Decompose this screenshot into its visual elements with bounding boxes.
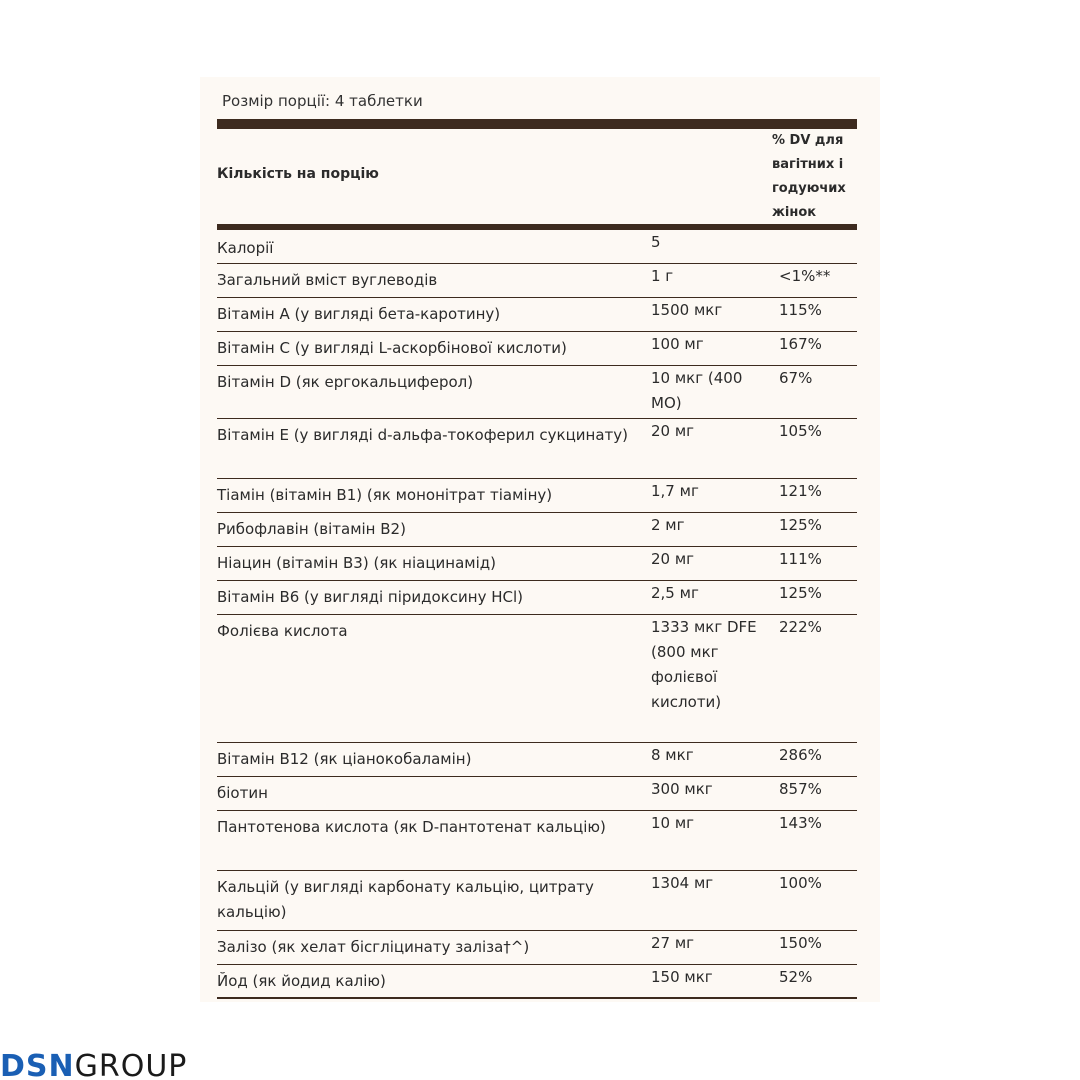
nutrient-amount: 10 мкг (400 МО): [651, 369, 743, 412]
nutrient-name: Калорії: [217, 239, 274, 257]
table-row: [217, 230, 857, 264]
table-row: [217, 777, 857, 811]
nutrient-amount: 300 мкг: [651, 780, 713, 798]
table-row: [217, 366, 857, 419]
nutrient-name: Ніацин (вітамін В3) (як ніацинамід): [217, 554, 497, 572]
nutrient-name: Вітамін В6 (у вигляді піридоксину HCl): [217, 588, 524, 606]
table-row: [217, 332, 857, 366]
nutrient-amount: 2,5 мг: [651, 584, 699, 602]
table-row: [217, 581, 857, 615]
table-row: [217, 965, 857, 999]
nutrient-name: Фолієва кислота: [217, 622, 348, 640]
table-row: [217, 513, 857, 547]
nutrient-dv: 150%: [779, 934, 822, 952]
nutrient-name: Залізо (як хелат бісгліцинату заліза†^): [217, 938, 530, 956]
nutrient-name: Пантотенова кислота (як D-пантотенат кальцію): [217, 818, 606, 836]
dv-header: % DV для вагітних і годуючих жінок: [772, 133, 846, 220]
nutrient-name: Вітамін В12 (як ціанокобаламін): [217, 750, 472, 768]
table-row: [217, 871, 857, 931]
table-row: [217, 547, 857, 581]
nutrient-name: Вітамін С (у вигляді L-аскорбінової кислоти): [217, 339, 567, 357]
nutrient-amount: 1500 мкг: [651, 301, 723, 319]
nutrient-table: [217, 230, 857, 999]
nutrient-dv: 286%: [779, 746, 822, 764]
nutrient-amount: 5: [651, 233, 661, 251]
table-row: [217, 743, 857, 777]
nutrient-name: Кальцій (у вигляді карбонату кальцію, цитрату кальцію): [217, 878, 594, 921]
nutrient-name: Вітамін D (як ергокальциферол): [217, 373, 474, 391]
table-header: [217, 129, 857, 224]
nutrient-dv: 121%: [779, 482, 822, 500]
nutrient-amount: 100 мг: [651, 335, 704, 353]
nutrient-dv: 857%: [779, 780, 822, 798]
nutrient-amount: 1,7 мг: [651, 482, 699, 500]
nutrient-name: Вітамін Е (у вигляді d-альфа-токоферил сукцинату): [217, 426, 628, 444]
nutrient-dv: 222%: [779, 618, 822, 636]
nutrient-dv: 115%: [779, 301, 822, 319]
header-divider-thick: [217, 119, 857, 129]
nutrient-dv: 52%: [779, 968, 813, 986]
nutrient-amount: 1333 мкг DFE (800 мкг фолієвої кислоти): [651, 618, 757, 711]
nutrient-amount: 10 мг: [651, 814, 695, 832]
table-row: [217, 264, 857, 298]
nutrient-name: Загальний вміст вуглеводів: [217, 271, 438, 289]
amount-per-serving-label: Кількість на порцію: [217, 166, 379, 182]
table-row: [217, 298, 857, 332]
nutrient-dv: 167%: [779, 335, 822, 353]
nutrient-dv: 111%: [779, 550, 822, 568]
nutrient-dv: 125%: [779, 584, 822, 602]
nutrient-amount: 2 мг: [651, 516, 685, 534]
nutrient-dv: <1%**: [779, 267, 831, 285]
table-row: [217, 419, 857, 479]
nutrient-name: Тіамін (вітамін В1) (як мононітрат тіаміну): [217, 486, 553, 504]
table-row: [217, 479, 857, 513]
dsn-group-logo: DSNGROUP: [0, 1049, 188, 1080]
nutrient-amount: 1304 мг: [651, 874, 714, 892]
nutrient-dv: 125%: [779, 516, 822, 534]
nutrient-amount: 1 г: [651, 267, 674, 285]
nutrient-amount: 27 мг: [651, 934, 695, 952]
nutrient-name: біотин: [217, 784, 268, 802]
nutrient-dv: 67%: [779, 369, 813, 387]
table-row: [217, 615, 857, 743]
nutrient-amount: 20 мг: [651, 550, 695, 568]
table-row: [217, 931, 857, 965]
nutrient-dv: 100%: [779, 874, 822, 892]
nutrient-amount: 8 мкг: [651, 746, 694, 764]
table-row: [217, 811, 857, 871]
nutrient-name: Вітамін А (у вигляді бета-каротину): [217, 305, 501, 323]
nutrient-dv: 143%: [779, 814, 822, 832]
serving-size: Розмір порції: 4 таблетки: [222, 92, 423, 110]
nutrient-name: Йод (як йодид калію): [217, 972, 386, 990]
nutrient-amount: 150 мкг: [651, 968, 713, 986]
nutrient-dv: 105%: [779, 422, 822, 440]
nutrient-amount: 20 мг: [651, 422, 695, 440]
supplement-facts-panel: [200, 77, 880, 1002]
nutrient-name: Рибофлавін (вітамін В2): [217, 520, 406, 538]
